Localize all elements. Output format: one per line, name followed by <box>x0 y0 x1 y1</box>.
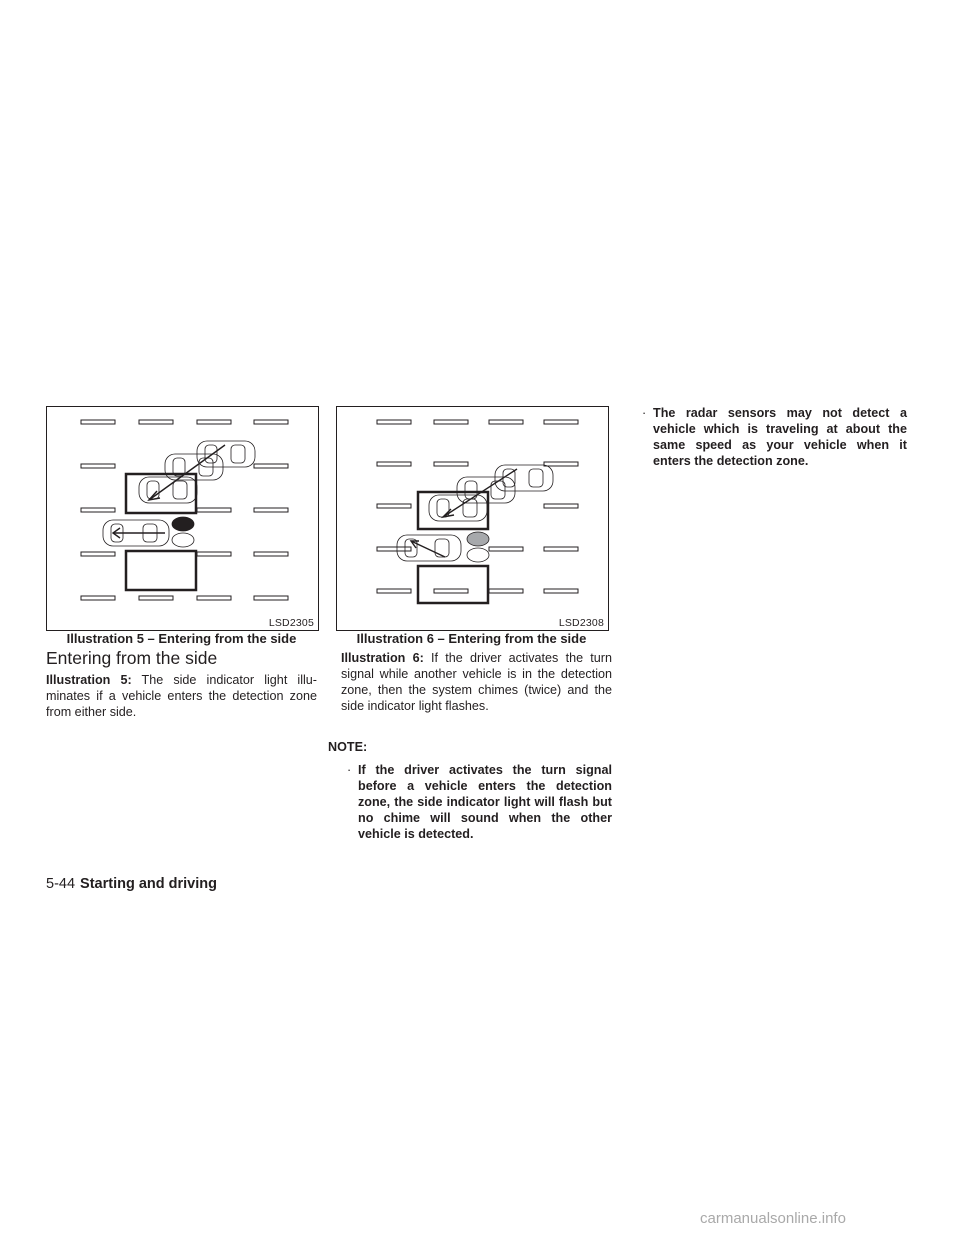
vehicle-icons <box>397 465 553 561</box>
bullet-symbol: · <box>642 406 647 420</box>
figure-caption: Illustration 6 – Entering from the side <box>356 631 587 646</box>
paragraph-text: The side indicator light illu-minates if a vehicle enters the detection zone from either side. <box>46 673 317 719</box>
illustration-5-paragraph <box>46 672 317 720</box>
indicator-light-off <box>172 533 194 547</box>
illustration-6-drawing <box>337 407 608 630</box>
figure-code: LSD2305 <box>268 617 314 629</box>
note-title: NOTE: <box>328 740 368 754</box>
illustration-5-drawing <box>47 407 318 630</box>
paragraph-label: Illustration 6: <box>341 651 424 665</box>
paragraph-label: Illustration 5: <box>46 673 132 687</box>
illustration-5-figure <box>46 406 319 631</box>
section-name: Starting and driving <box>80 876 217 892</box>
note-bullet <box>347 762 612 842</box>
illustration-6-figure <box>336 406 609 631</box>
indicator-light-lit <box>172 517 194 531</box>
indicator-light-off <box>467 548 489 562</box>
figure-code: LSD2308 <box>558 617 604 629</box>
illustration-6-paragraph <box>341 650 612 714</box>
detection-zone-lower <box>126 551 196 590</box>
page-number: 5-44 <box>46 876 76 892</box>
page-footer <box>46 876 217 892</box>
section-heading: Entering from the side <box>46 648 218 668</box>
watermark: carmanualsonline.info <box>700 1210 846 1227</box>
bullet-text: The radar sensors may not detect a vehicle which is traveling at about the same speed as your vehicle when it enters the detection zone. <box>653 406 907 468</box>
figure-caption: Illustration 5 – Entering from the side <box>66 631 297 646</box>
motion-arrows <box>411 469 517 557</box>
bullet-symbol: · <box>347 763 352 777</box>
indicator-light-flashing <box>467 532 489 546</box>
note-bullet <box>642 405 907 469</box>
lane-markings <box>81 420 288 600</box>
paragraph-text: If the driver activates the turn signal while another vehicle is in the detection zone, then the system chimes (twice) and the side indicator light flashes. <box>341 651 612 713</box>
motion-arrows <box>113 445 225 538</box>
bullet-text: If the driver activates the turn signal before a vehicle enters the detection zone, the side indicator light will flash but no chime will sound when the other vehicle is detected. <box>358 763 612 841</box>
detection-zone-lower <box>418 566 488 603</box>
